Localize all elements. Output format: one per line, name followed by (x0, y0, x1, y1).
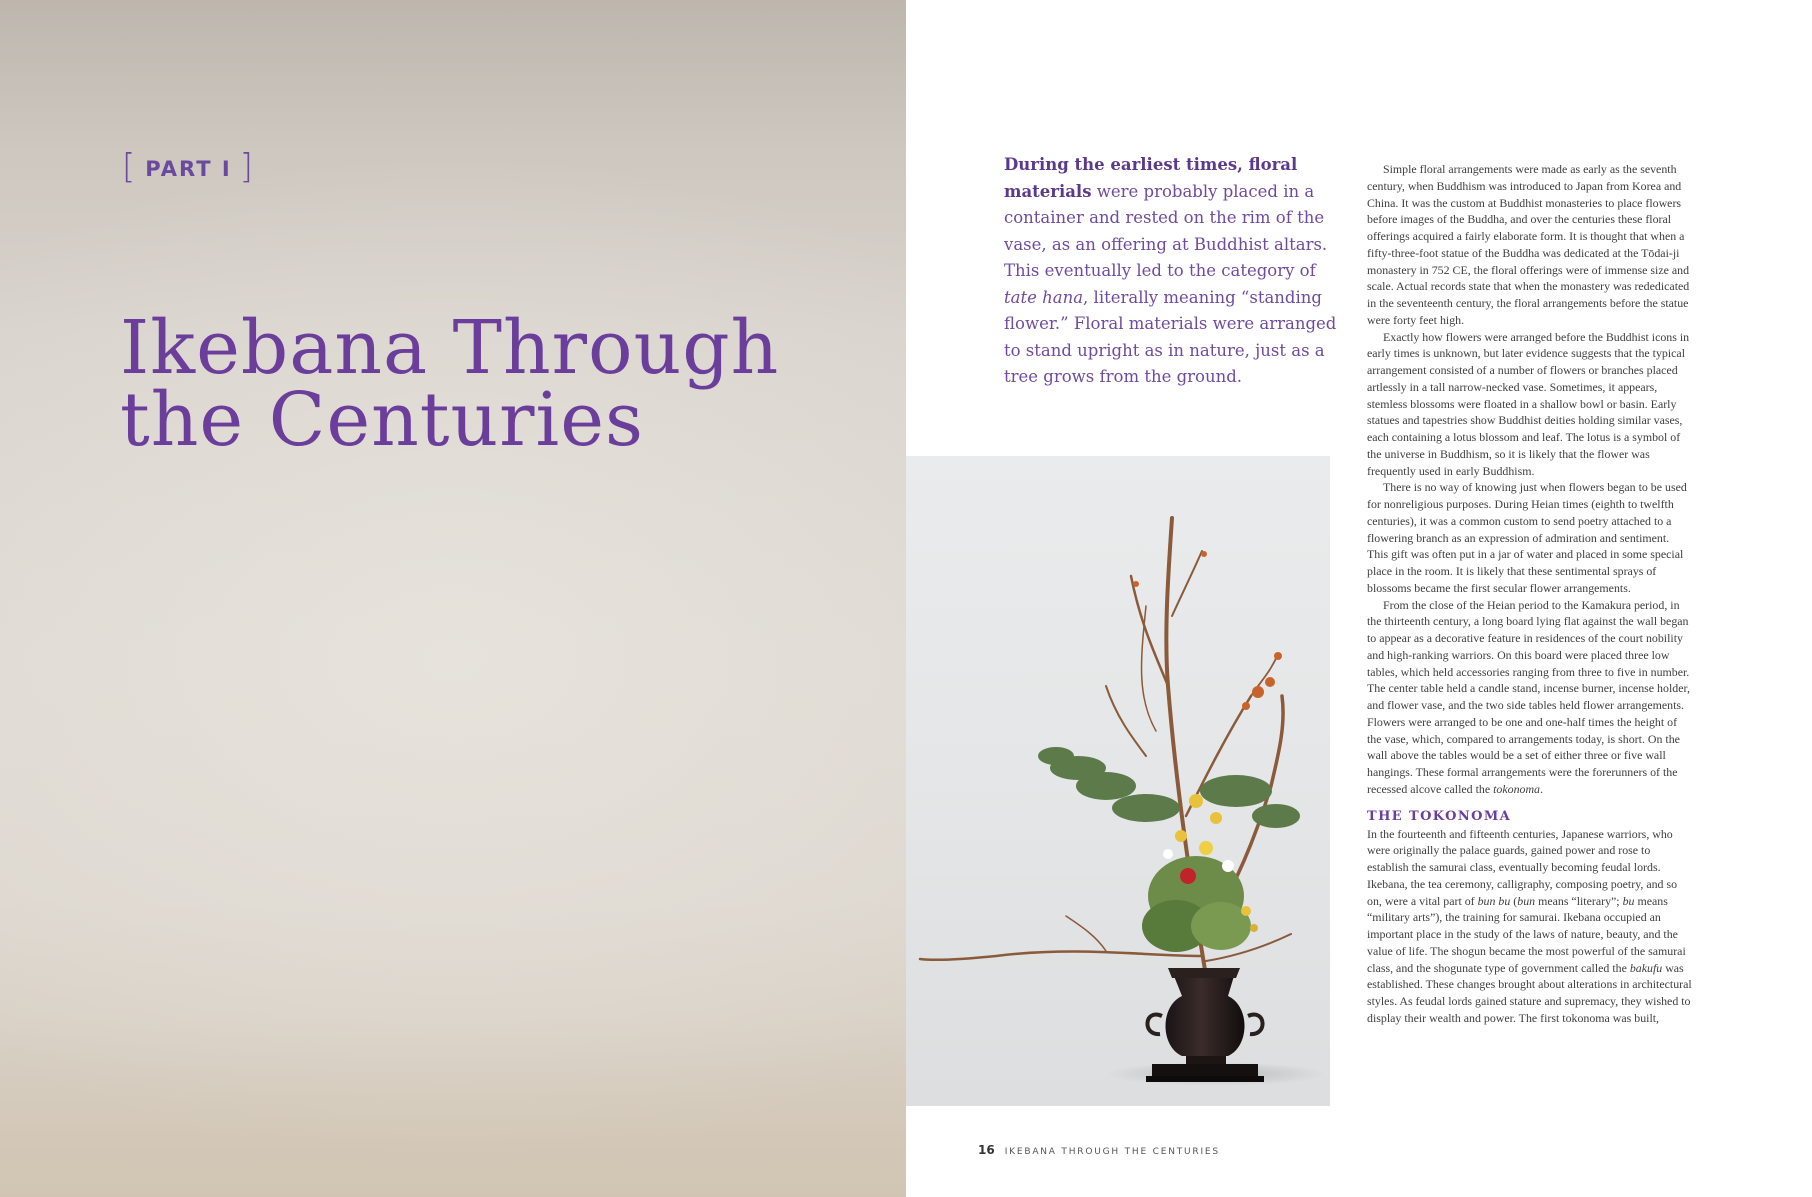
p5-text-a: In the fourteenth and fifteenth centuries, Japanese warriors, who were originally the palace guards, gained power and rose to establish the samurai class, eventually becoming feudal lords. Ikebana, the tea ceremony, calligraphy, composing poetry, and so on, were a vital part of (1367, 826, 1678, 908)
body-text-column (1367, 161, 1693, 1027)
p5-text-c: means “literary”; (1535, 893, 1623, 908)
p5-text-e: was established. These changes brought about alterations in architectural styles. As feudal lords gained stature and supremacy, they wished to display their wealth and power. The first tokonoma was built, (1367, 960, 1692, 1025)
body-paragraph-1: Simple floral arrangements were made as early as the seventh century, when Buddhism was introduced to Japan from Korea and China. It was the custom at Buddhist monasteries to place flowers before images of the Buddha, and over the centuries these floral offerings acquired a fairly elaborate form. It is thought that when a fifty-three-foot statue of the Buddha was dedicated at the Tōdai-ji monastery in 752 CE, the floral offerings were of immense size and scale. Actual records state that when the monastery was rededicated in the seventeenth century, the floral arrangements before the statue were forty feet high. (1367, 162, 1690, 327)
intro-text-2: , literally meaning “standing flower.” Floral materials were arranged to stand upright as in nature, just as a tree grows from the ground. (1004, 287, 1337, 386)
section-heading-tokonoma: THE TOKONOMA (1367, 808, 1512, 824)
p5-term-bakufu: bakufu (1629, 960, 1663, 975)
running-head: IKEBANA THROUGH THE CENTURIES (1004, 1147, 1220, 1157)
chapter-title-line-2: the Centuries (120, 377, 644, 463)
intro-term: tate hana (1004, 287, 1084, 307)
chapter-title-line-1: Ikebana Through (120, 305, 780, 391)
body-paragraph-2: Exactly how flowers were arranged before the Buddhist icons in early times is unknown, but later evidence suggests that the typical arrangement consisted of a number of flowers or branches placed artlessly in a tall narrow-necked vase. Sometimes, it appears, stemless blossoms were floated in a shallow bowl or basin. Early statues and tapestries show Buddhist deities holding similar vases, each containing a lotus blossom and leaf. The lotus is a symbol of the universe in Buddhism, so it is likely that the flower was frequently used in early Buddhism. (1367, 329, 1690, 478)
body-paragraph-4-end: . (1540, 781, 1543, 796)
intro-text-1: were probably placed in a container and rested on the rim of the vase, as an offering at Buddhist altars. This eventually led to the category of (1004, 181, 1328, 280)
body-paragraph-4-text: From the close of the Heian period to the Kamakura period, in the thirteenth century, a long board lying flat against the wall began to appear as a decorative feature in residences of the court nobility and high-ranking warriors. On this board were placed three low tables, which held accessories ranging from three to five in number. The center table held a candle stand, incense burner, incense holder, and flower vase, and the two side tables held flower arrangements. Flowers were arranged to be one and one-half times the height of the vase, which, compared to arrangements today, is short. On the wall above the tables would be a set of either three or five wall hangings. These formal arrangements were the forerunners of the recessed alcove called the (1367, 597, 1690, 796)
p5-term-bu: bu (1622, 893, 1635, 908)
body-paragraph-4 (1367, 597, 1693, 798)
body-paragraph-4-term: tokonoma (1493, 781, 1541, 796)
p5-text-d: means “military arts”), the training for samurai. Ikebana occupied an important place in the study of the laws of nature, beauty, and the value of life. The shogun became the most powerful of the samurai class, and the shogunate type of government called the (1367, 893, 1686, 975)
intro-lead: During the earliest times, floral materials (1004, 155, 1298, 201)
body-paragraph-3: There is no way of knowing just when flowers began to be used for nonreligious purposes. During Heian times (eighth to twelfth centuries), it was a common custom to send poetry attached to a flowering branch as an expression of admiration and sentiment. This gift was often put in a jar of water and placed in some special place in the room. It is likely that these sentimental sprays of blossoms became the first secular flower arrangements. (1367, 480, 1687, 595)
p5-text-b: ( (1510, 893, 1518, 908)
part-label (122, 147, 255, 187)
ikebana-arrangement-illustration (906, 456, 1330, 1106)
part-label-text: PART I (145, 157, 232, 181)
bracket-close: ] (239, 147, 255, 187)
page-number: 16 (978, 1143, 995, 1157)
page-footer (978, 1143, 1220, 1157)
p5-term-bun-bu: bun bu (1477, 893, 1511, 908)
chapter-title (120, 305, 820, 463)
p5-term-bun: bun (1517, 893, 1536, 908)
intro-paragraph (1004, 152, 1344, 391)
ikebana-photograph (906, 456, 1330, 1106)
body-paragraph-5 (1367, 826, 1693, 1027)
bracket-open: [ (122, 147, 138, 187)
